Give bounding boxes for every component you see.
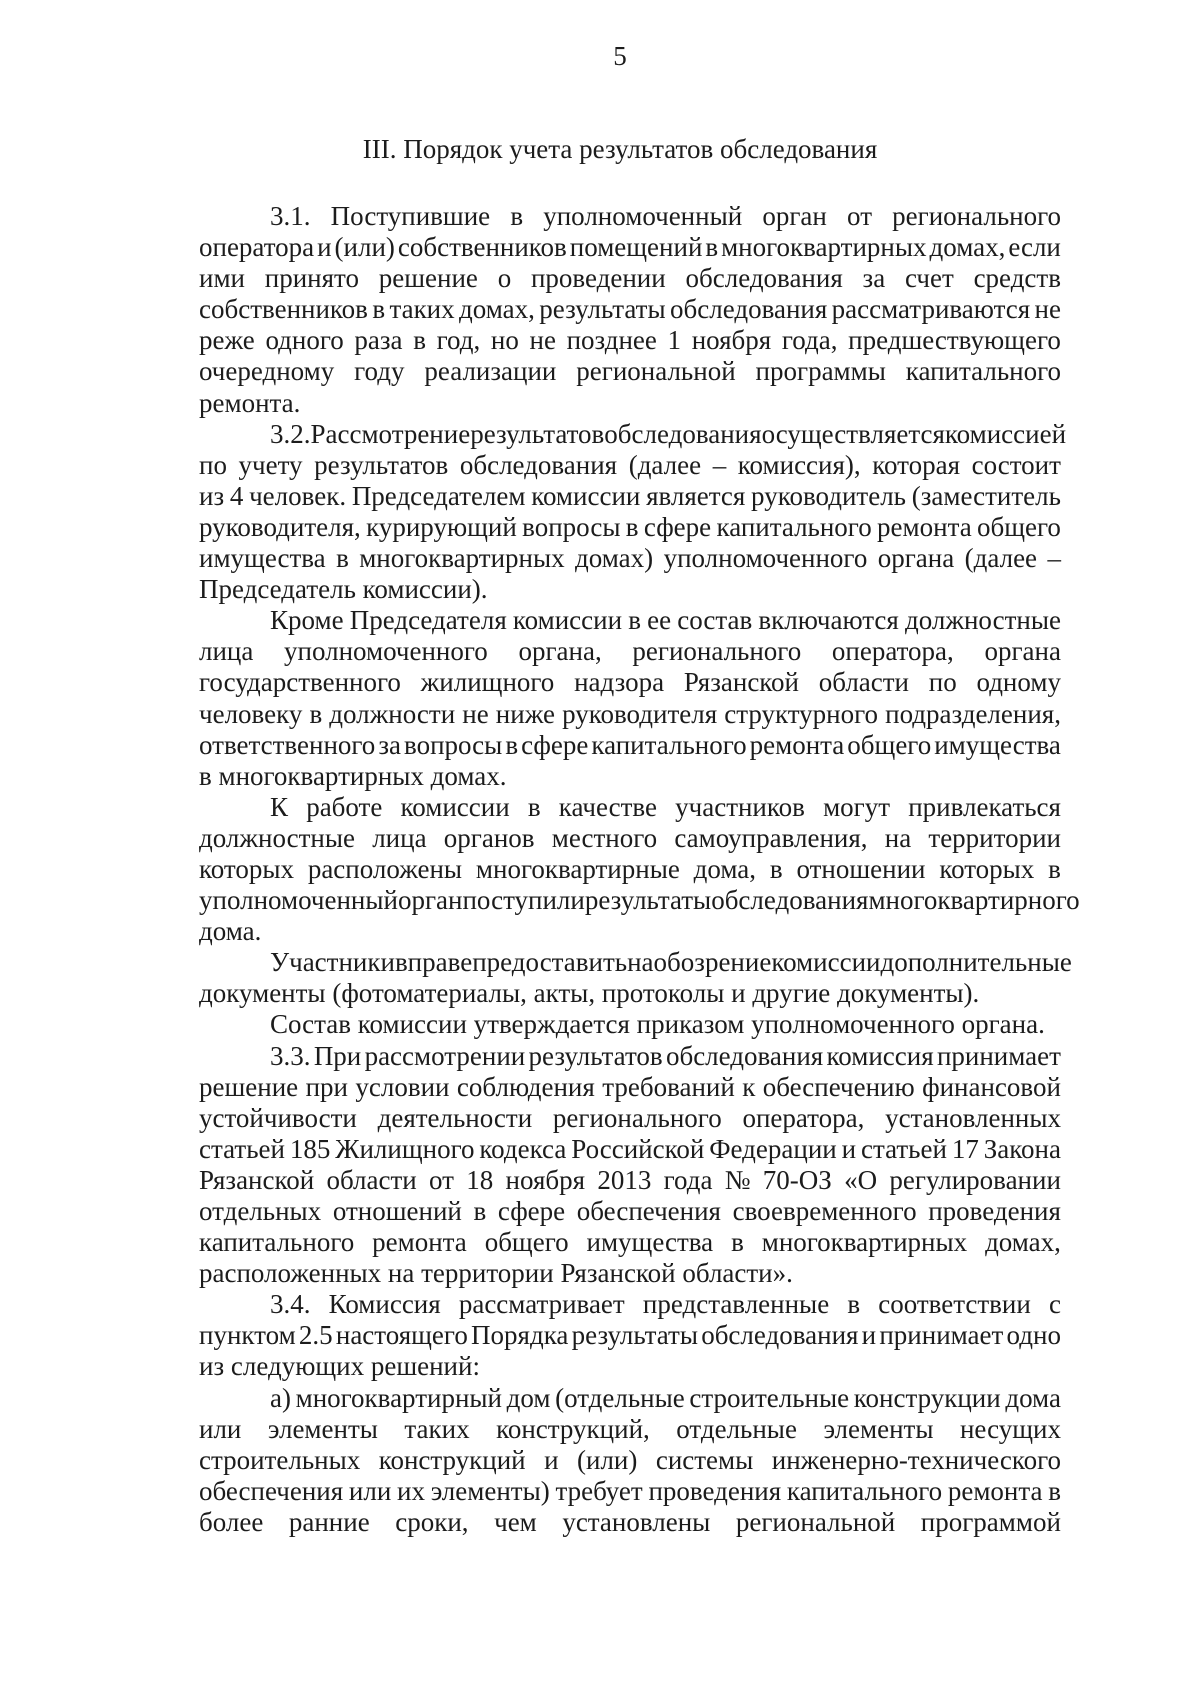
section-heading: III. Порядок учета результатов обследования xyxy=(362,134,878,164)
text-line: в многоквартирных домах. xyxy=(199,760,507,791)
text-line: Председатель комиссии). xyxy=(199,574,488,605)
text-line: из следующих решений: xyxy=(199,1351,480,1382)
text-line: а) многоквартирный дом (отдельные строительные конструкции дома xyxy=(270,1382,1061,1413)
text-line: расположенных на территории Рязанской области». xyxy=(199,1258,793,1289)
text-line: по учету результатов обследования (далее – комиссия), которая состоит xyxy=(199,449,1061,480)
text-line: ремонта. xyxy=(199,387,301,418)
paragraph xyxy=(199,1383,1061,1538)
text-line: решение при условии соблюдения требований к обеспечению финансовой xyxy=(199,1071,1061,1102)
text-line: 3.3. При рассмотрении результатов обследования комиссия принимает xyxy=(270,1040,1061,1071)
text-line: пунктом 2.5 настоящего Порядка результаты обследования и принимает одно xyxy=(199,1320,1061,1351)
paragraph xyxy=(199,418,1067,606)
text-line: 3.2. Рассмотрение результатов обследования осуществляется комиссией xyxy=(270,418,1067,449)
text-line: лица уполномоченного органа, регионального оператора, органа xyxy=(199,636,1061,667)
text-line: человеку в должности не ниже руководителя структурного подразделения, xyxy=(199,698,1061,729)
text-line: или элементы таких конструкций, отдельные элементы несущих xyxy=(199,1413,1061,1444)
text-line: руководителя, курирующий вопросы в сфере капитального ремонта общего xyxy=(199,511,1061,542)
text-line: 3.1. Поступившие в уполномоченный орган от регионального xyxy=(270,201,1061,231)
text-line: капитального ремонта общего имущества в многоквартирных домах, xyxy=(199,1227,1061,1258)
text-line: оператора и (или) собственников помещений в многоквартирных домах, если xyxy=(199,232,1061,263)
text-line: которых расположены многоквартирные дома, в отношении которых в xyxy=(199,853,1061,884)
text-line: документы (фотоматериалы, акты, протоколы и другие документы). xyxy=(199,978,980,1009)
text-line: Участники вправе предоставить на обозрение комиссии дополнительные xyxy=(270,947,1072,978)
text-line: из 4 человек. Председателем комиссии является руководитель (заместитель xyxy=(199,480,1061,511)
text-line: К работе комиссии в качестве участников могут привлекаться xyxy=(270,791,1061,822)
text-line: уполномоченный орган поступили результаты обследования многоквартирного xyxy=(199,885,1080,916)
paragraph xyxy=(199,947,1072,1009)
paragraph xyxy=(199,1289,1061,1382)
text-line: реже одного раза в год, но не позднее 1 ноября года, предшествующего xyxy=(199,325,1061,356)
text-line: ими принято решение о проведении обследования за счет средств xyxy=(199,263,1061,294)
text-line: имущества в многоквартирных домах) уполномоченного органа (далее – xyxy=(199,543,1061,574)
text-line: ответственного за вопросы в сфере капитального ремонта общего имущества xyxy=(199,729,1061,760)
text-line: собственников в таких домах, результаты обследования рассматриваются не xyxy=(199,294,1061,325)
text-line: отдельных отношений в сфере обеспечения своевременного проведения xyxy=(199,1196,1061,1226)
document-body xyxy=(199,201,1080,1538)
text-line: Состав комиссии утверждается приказом уполномоченного органа. xyxy=(270,1009,1045,1040)
text-line: очередному году реализации региональной программы капитального xyxy=(199,356,1061,387)
paragraph xyxy=(199,1041,1061,1290)
text-line: государственного жилищного надзора Рязанской области по одному xyxy=(199,667,1061,698)
paragraph xyxy=(199,1009,1061,1040)
text-line: 3.4. Комиссия рассматривает представленные в соответствии с xyxy=(270,1289,1061,1320)
paragraph xyxy=(199,201,1061,419)
text-line: устойчивости деятельности регионального оператора, установленных xyxy=(199,1102,1061,1133)
text-line: должностные лица органов местного самоуправления, на территории xyxy=(199,822,1061,853)
paragraph xyxy=(199,791,1080,947)
text-line: Рязанской области от 18 ноября 2013 года № 70-ОЗ «О регулировании xyxy=(199,1164,1061,1195)
text-line: обеспечения или их элементы) требует проведения капитального ремонта в xyxy=(199,1475,1061,1506)
page-number: 5 xyxy=(613,41,627,71)
text-line: Кроме Председателя комиссии в ее состав включаются должностные xyxy=(270,605,1061,636)
text-line: дома. xyxy=(199,916,262,947)
text-line: статьей 185 Жилищного кодекса Российской Федерации и статьей 17 Закона xyxy=(199,1133,1061,1164)
text-line: более ранние сроки, чем установлены региональной программой xyxy=(199,1506,1061,1537)
text-line: строительных конструкций и (или) системы инженерно-технического xyxy=(199,1444,1061,1475)
paragraph xyxy=(199,605,1061,792)
